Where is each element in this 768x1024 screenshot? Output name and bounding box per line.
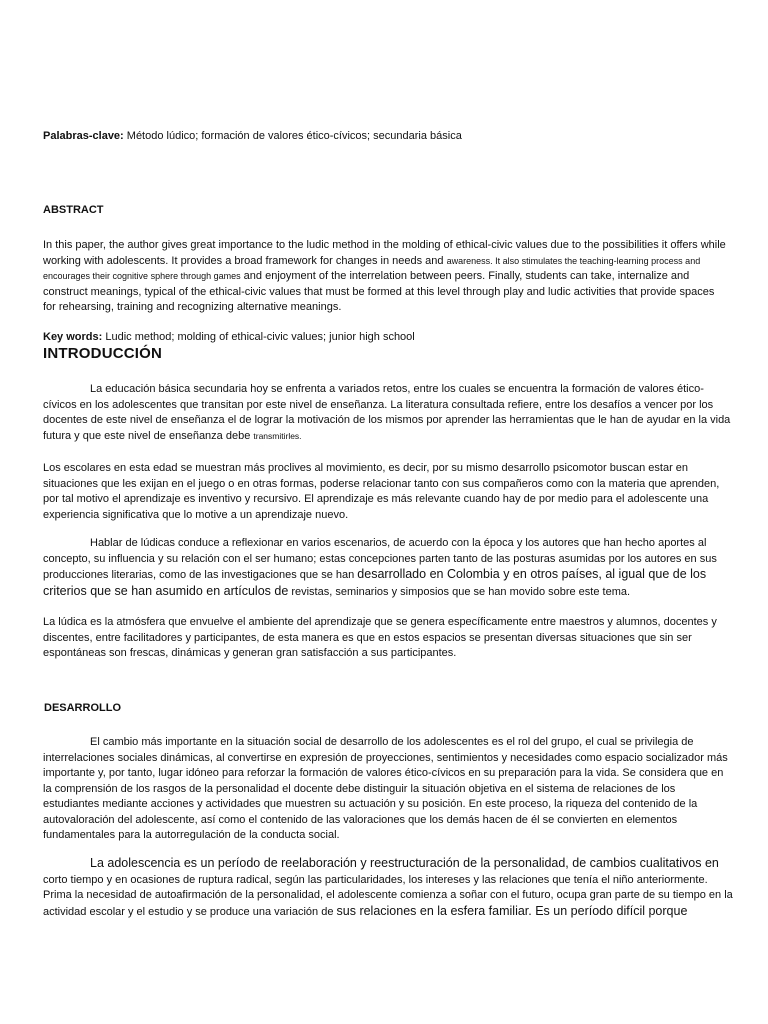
desarrollo-p2-text-2: corto tiempo y en ocasiones de ruptura radical, según las particularidades, los intereses y las relaciones que tenía el niño anteriormente. Prima la necesidad de autoafirmación de la personalidad, el adolescente comienza a soñar con el futuro, ocupa gran parte de su tiempo en la actividad escolar y el estudio y se produce una variación de (43, 873, 733, 918)
intro-paragraph-4: La lúdica es la atmósfera que envuelve el ambiente del aprendizaje que se genera específicamente entre maestros y alumnos, docentes y discentes, entre facilitadores y participantes, de esta manera es que en estos espacios se presentan diversas situaciones que sin ser espontáneas son frescas, dinámicas y generan gran satisfacción a sus participantes. (43, 616, 717, 659)
keywords-english (43, 330, 415, 344)
keywords-spanish (43, 129, 462, 143)
abstract-text-2: awareness. It also stimulates the teaching-learning process and encourages their cognitive sphere through games (43, 255, 701, 281)
intro-paragraph-2: Los escolares en esta edad se muestran más proclives al movimiento, es decir, por su mismo desarrollo psicomotor buscan estar en situaciones que les exijan en el juego o en otras formas, poderse relacionar tanto con sus compañeros como con la materia que aprenden, por tal motivo el aprendizaje es inventivo y recursivo. El aprendizaje es más relevante cuando hay de por medio para el adolescente una experiencia significativa que lo motive a un aprendizaje nuevo. (43, 462, 720, 521)
keywords-english-label: Key words: (43, 331, 103, 343)
abstract-text-1: In this paper, the author gives great importance to the ludic method in the molding of ethical-civic values due to the possibilities it offers while working with adolescents. It provides a broad framework for changes in needs and (43, 239, 726, 267)
desarrollo-paragraph-1: El cambio más importante en la situación social de desarrollo de los adolescentes es el rol del grupo, el cual se privilegia de interrelaciones sociales dinámicas, al convertirse en expresión de proyecciones, sentimientos y necesidades como espacio socializador más importante y, por tanto, lugar idóneo para reforzar la formación de valores ético-cívicos en su preparación para la vida. Se considera que en la comprensión de los rasgos de la personalidad el docente debe distinguir la situación objetiva en el sistema de relaciones de los estudiantes mediante acciones y actividades que muestren su actuación y su posición. En este proceso, la riqueza del contenido de la autovaloración del adolescente, así como el contenido de las valoraciones que los demás hacen de él se convierten en elementos fundamentales para la autorregulación de la conducta social. (43, 736, 728, 841)
desarrollo-p2-text-1: La adolescencia es un período de reelaboración y reestructuración de la personalidad, de cambios cualitativos en (90, 856, 719, 870)
introduction-heading: INTRODUCCIÓN (43, 345, 163, 362)
desarrollo-p2-text-3: sus relaciones en la esfera familiar. Es un período difícil porque (336, 903, 688, 918)
keywords-spanish-label: Palabras-clave: (43, 130, 124, 142)
desarrollo-paragraph-2 (43, 856, 733, 920)
desarrollo-heading: DESARROLLO (44, 702, 121, 714)
abstract-heading: ABSTRACT (43, 204, 104, 216)
keywords-english-text: Ludic method; molding of ethical-civic values; junior high school (102, 331, 415, 343)
intro-p3-text-1: Hablar de lúdicas conduce a reflexionar en varios escenarios, de acuerdo con la época y los autores que han hecho aportes al concepto, su influencia y su relación con el ser humano; estas concepciones parten tanto de las posturas asumidas por los autores en sus producciones literarias, como de las investigaciones que se han (43, 537, 717, 581)
intro-p1-tail: transmitirles. (253, 430, 302, 441)
intro-paragraph-3 (43, 536, 733, 600)
intro-p3-text-3: revistas, seminarios y simposios que se han movido sobre este tema. (288, 585, 631, 598)
abstract-paragraph (43, 238, 727, 316)
abstract-text-3: and enjoyment of the interrelation between peers. Finally, students can take, internalize and construct meanings, typical of the ethical-civic values that must be formed at this level through play and ludic activities that provide spaces for rehearsing, training and recognizing alternative meanings. (43, 270, 715, 313)
keywords-spanish-text: Método lúdico; formación de valores ético-cívicos; secundaria básica (123, 130, 462, 142)
intro-paragraph-1 (43, 382, 733, 444)
intro-p1-text: La educación básica secundaria hoy se enfrenta a variados retos, entre los cuales se encuentra la formación de valores ético-cívicos en los adolescentes que transitan por este nivel de enseñanza. La literatura consultada refiere, entre los desafíos a vencer por los docentes de este nivel de enseñanza el de lograr la motivación de los mismos por aprender las herramientas que le han de ayudar en la vida futura y que este nivel de enseñanza debe (43, 383, 731, 442)
intro-p3-text-2: desarrollado en Colombia y en otros países, al igual que de los criterios que se han asumido en artículos de (43, 567, 707, 598)
